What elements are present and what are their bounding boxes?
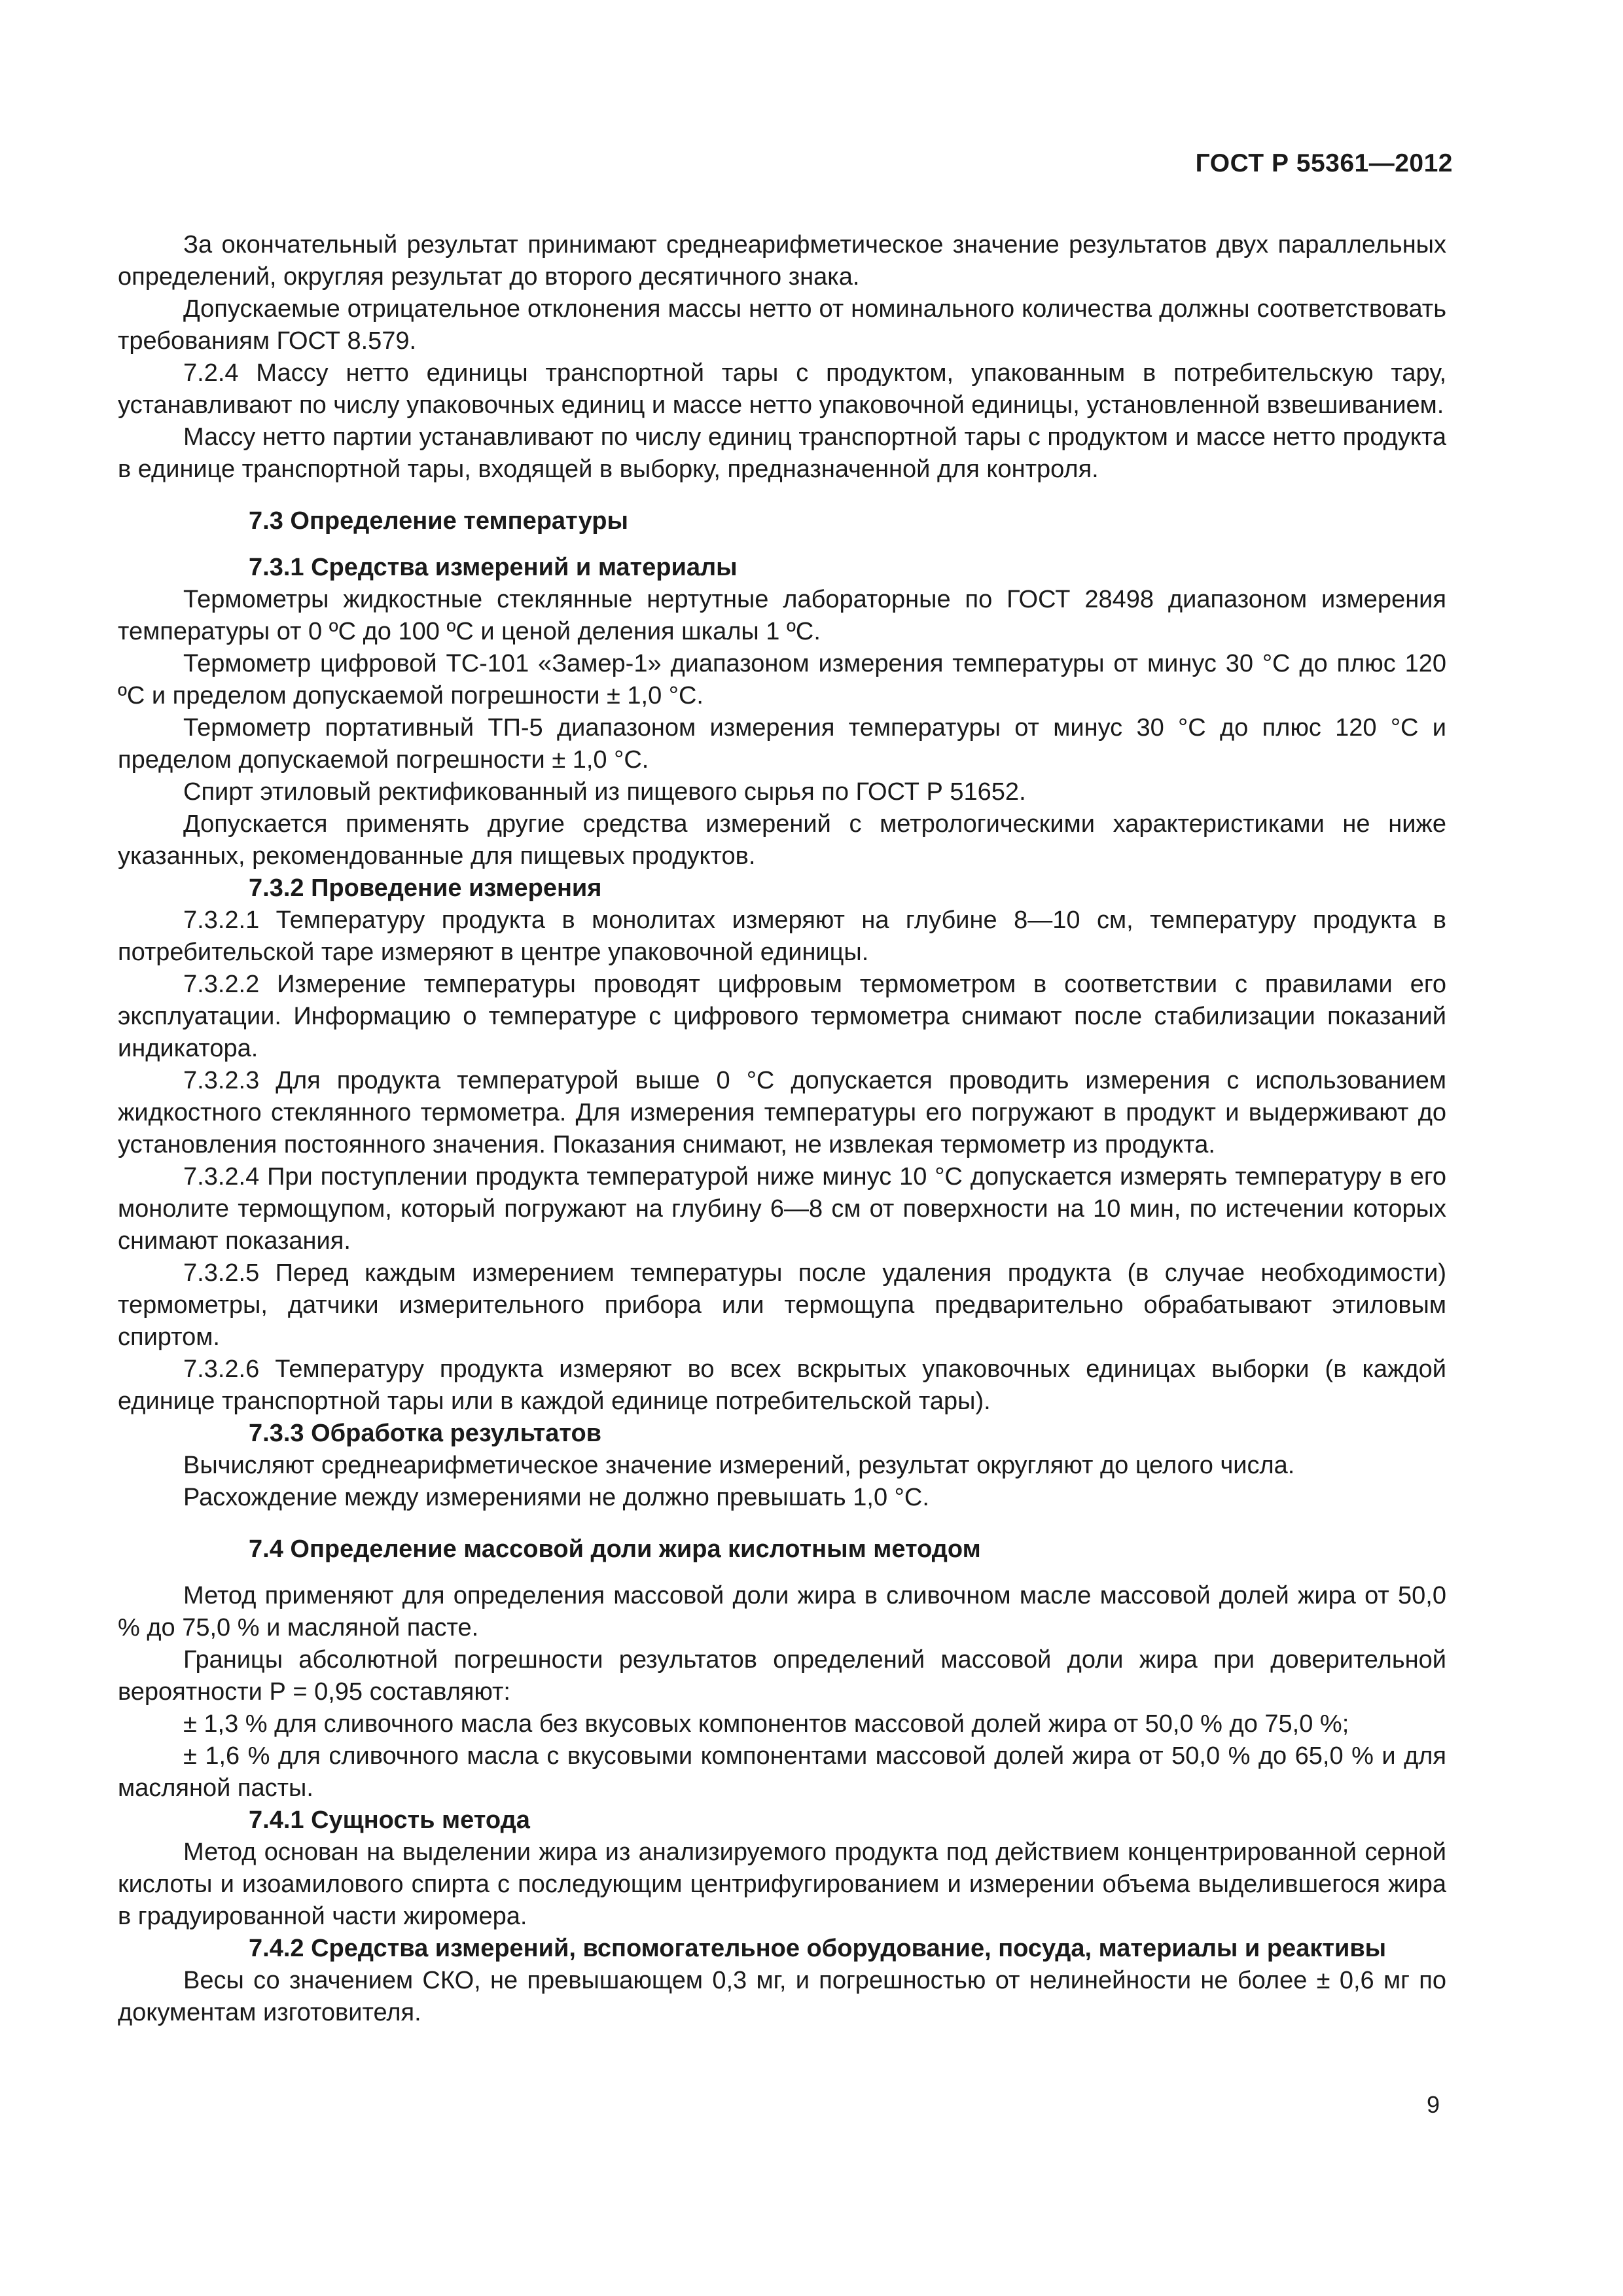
section-heading: 7.4.2 Средства измерений, вспомогательное оборудование, посуда, материалы и реактивы: [249, 1935, 1387, 1962]
body-paragraph: За окончательный результат принимают среднеарифметическое значение результатов двух параллельных определений, округляя результат до второго десятичного знака.: [118, 231, 1446, 291]
body-paragraph: 7.3.2.2 Измерение температуры проводят цифровым термометром в соответствии с правилами его эксплуатации. Информацию о температуре с цифрового термометра снимают после стабилизации показаний индикатора.: [118, 971, 1446, 1062]
body-paragraph: 7.3.2.6 Температуру продукта измеряют во всех вскрытых упаковочных единицах выборки (в каждой единице транспортной тары или в каждой единице потребительской тары).: [118, 1355, 1446, 1415]
body-paragraph: Весы со значением СКО, не превышающем 0,3 мг, и погрешностью от нелинейности не более ± 0,6 мг по документам изготовителя.: [118, 1967, 1446, 2026]
body-paragraph: Спирт этиловый ректификованный из пищевого сырья по ГОСТ Р 51652.: [183, 778, 1026, 806]
body-paragraph: Расхождение между измерениями не должно превышать 1,0 °С.: [183, 1484, 929, 1511]
body-paragraph: Вычисляют среднеарифметическое значение измерений, результат округляют до целого числа.: [183, 1452, 1295, 1479]
body-paragraph: Массу нетто партии устанавливают по числу единиц транспортной тары с продуктом и массе нетто продукта в единице транспортной тары, входящей в выборку, предназначенной для контроля.: [118, 423, 1446, 483]
body-paragraph: Допускается применять другие средства измерений с метрологическими характеристиками не ниже указанных, рекомендованные для пищевых продуктов.: [118, 810, 1446, 870]
section-heading: 7.3.3 Обработка результатов: [249, 1420, 602, 1447]
body-paragraph: ± 1,3 % для сливочного масла без вкусовых компонентов массовой долей жира от 50,0 % до 75,0 %;: [183, 1710, 1349, 1738]
section-heading: 7.4 Определение массовой доли жира кислотным методом: [249, 1535, 981, 1563]
body-paragraph: Метод применяют для определения массовой доли жира в сливочном масле массовой долей жира от 50,0 % до 75,0 % и масляной пасте.: [118, 1582, 1446, 1641]
document-body: [118, 229, 1446, 2029]
document-header: ГОСТ Р 55361—2012: [1195, 149, 1453, 177]
body-paragraph: Допускаемые отрицательное отклонения массы нетто от номинального количества должны соответствовать требованиям ГОСТ 8.579.: [118, 295, 1446, 355]
section-heading: 7.3.2 Проведение измерения: [249, 874, 602, 902]
body-paragraph: Термометр портативный ТП-5 диапазоном измерения температуры от минус 30 °С до плюс 120 °С и пределом допускаемой погрешности ± 1,0 °С.: [118, 714, 1446, 774]
section-heading: 7.3 Определение температуры: [249, 507, 628, 535]
body-paragraph: 7.3.2.5 Перед каждым измерением температуры после удаления продукта (в случае необходимости) термометры, датчики измерительного прибора или термощупа предварительно обрабатывают этиловым спиртом.: [118, 1259, 1446, 1351]
body-paragraph: 7.2.4 Массу нетто единицы транспортной тары с продуктом, упакованным в потребительскую тару, устанавливают по числу упаковочных единиц и массе нетто упаковочной единицы, установленной взвешиванием.: [118, 359, 1446, 419]
body-paragraph: Метод основан на выделении жира из анализируемого продукта под действием концентрированной серной кислоты и изоамилового спирта с последующим центрифугированием и измерении объема выделившегося жира в градуированной части жиромера.: [118, 1839, 1446, 1930]
body-paragraph: ± 1,6 % для сливочного масла с вкусовыми компонентами массовой долей жира от 50,0 % до 65,0 % и для масляной пасты.: [118, 1742, 1446, 1802]
body-paragraph: Термометр цифровой ТС-101 «Замер-1» диапазоном измерения температуры от минус 30 °С до плюс 120 ºС и пределом допускаемой погрешности ± 1,0 °С.: [118, 650, 1446, 709]
section-heading: 7.3.1 Средства измерений и материалы: [249, 554, 738, 581]
page-number: 9: [1426, 2091, 1440, 2118]
body-paragraph: 7.3.2.1 Температуру продукта в монолитах измеряют на глубине 8—10 см, температуру продукта в потребительской таре измеряют в центре упаковочной единицы.: [118, 906, 1446, 966]
section-heading: 7.4.1 Сущность метода: [249, 1806, 530, 1834]
body-paragraph: 7.3.2.3 Для продукта температурой выше 0 °С допускается проводить измерения с использованием жидкостного стеклянного термометра. Для измерения температуры его погружают в продукт и выдерживают до установления постоянного значения. Показания снимают, не извлекая термометр из продукта.: [118, 1067, 1446, 1158]
body-paragraph: 7.3.2.4 При поступлении продукта температурой ниже минус 10 °С допускается измерять температуру в его монолите термощупом, который погружают на глубину 6—8 см от поверхности на 10 мин, по истечении которых снимают показания.: [118, 1163, 1446, 1255]
body-paragraph: Границы абсолютной погрешности результатов определений массовой доли жира при доверительной вероятности Р = 0,95 составляют:: [118, 1646, 1446, 1706]
body-paragraph: Термометры жидкостные стеклянные нертутные лабораторные по ГОСТ 28498 диапазоном измерения температуры от 0 ºС до 100 ºС и ценой деления шкалы 1 ºС.: [118, 586, 1446, 645]
